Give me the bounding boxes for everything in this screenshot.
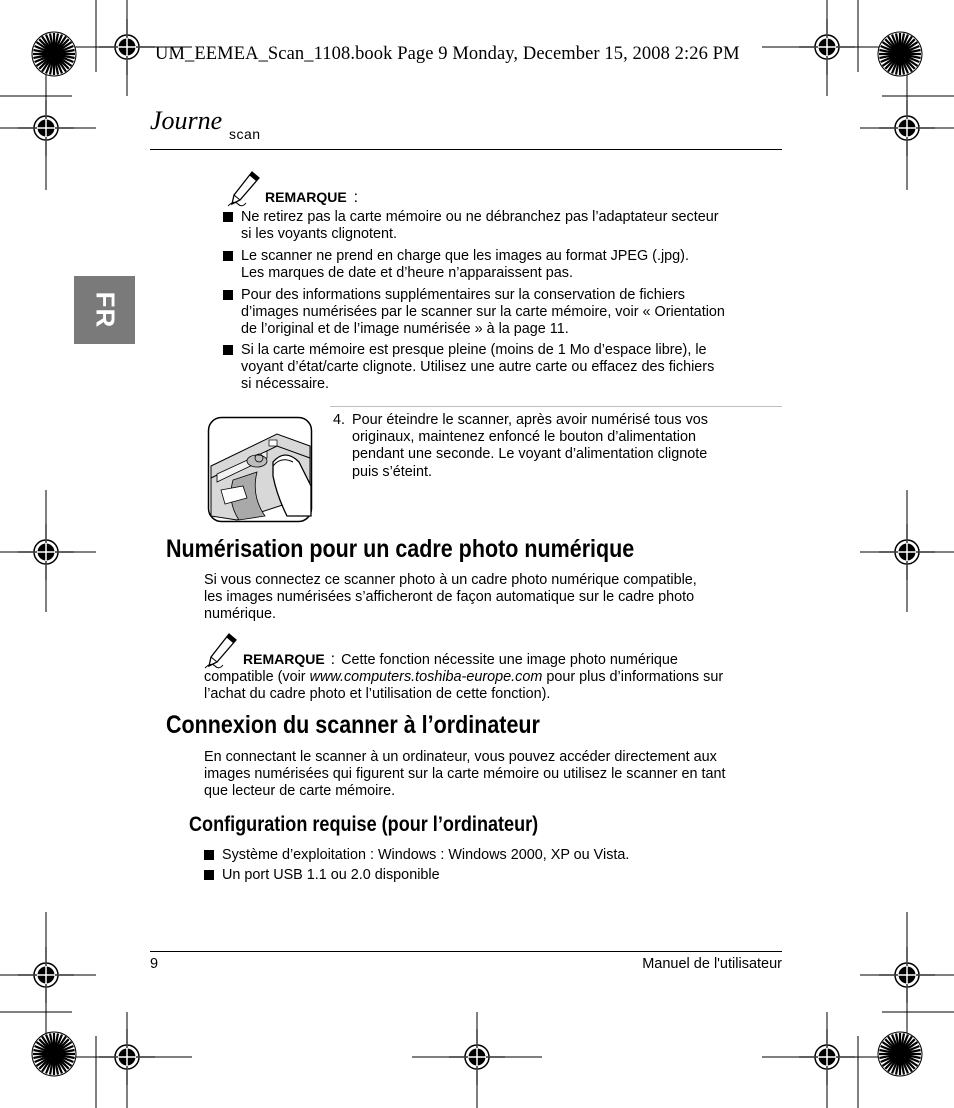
remark-label: REMARQUE — [265, 189, 347, 205]
requirement-usb: Un port USB 1.1 ou 2.0 disponible — [222, 867, 440, 883]
note1-item-2: Le scanner ne prend en charge que les images au format JPEG (.jpg). Les marques de date et d’heure n’apparaissent pas. — [241, 248, 689, 282]
footer-rule — [150, 951, 782, 952]
note1-item-4: Si la carte mémoire est presque pleine (moins de 1 Mo d’espace libre), le voyant d’état/carte clignote. Utilisez une autre carte ou effacez des fichiers si nécessaire. — [241, 342, 715, 393]
pencil-icon — [226, 170, 262, 208]
remark-label: REMARQUE — [243, 651, 325, 667]
bullet-square — [204, 870, 214, 880]
note1-item-3: Pour des informations supplémentaires sur la conservation de fichiers d’images numérisées par le scanner sur la carte mémoire, voir « Orientation de l’original et de l’image numérisée » à la page 11. — [241, 287, 725, 338]
note1-item-1: Ne retirez pas la carte mémoire ou ne débranchez pas l’adaptateur secteur si les voyants clignotent. — [241, 209, 719, 243]
journe-logo-scan: scan — [229, 126, 261, 142]
scanner-power-button-illustration — [207, 416, 313, 524]
language-tab-label: FR — [90, 291, 120, 329]
bullet-square — [204, 850, 214, 860]
section2-paragraph: En connectant le scanner à un ordinateur, vous pouvez accéder directement aux images numérisées qui figurent sur la carte mémoire ou utilisez le scanner en tant que lecteur de carte mémoire. — [204, 749, 726, 800]
bullet-square — [223, 251, 233, 261]
book-slug-line: UM_EEMEA_Scan_1108.book Page 9 Monday, December 15, 2008 2:26 PM — [155, 44, 740, 64]
bullet-square — [223, 212, 233, 222]
header-rule — [150, 149, 782, 150]
section1-note: REMARQUE : Cette fonction nécessite une image photo numérique compatible (voir www.computers.toshiba-europe.com pour plus d’informations sur l’achat du cadre photo et l’utilisation de cette fonction). — [204, 651, 724, 703]
language-tab — [74, 276, 135, 344]
note1-heading: REMARQUE : — [265, 189, 359, 206]
step-4-text: Pour éteindre le scanner, après avoir numérisé tous vos originaux, maintenez enfoncé le bouton d’alimentation pendant une seconde. Le voyant d’alimentation clignote puis s’éteint. — [352, 412, 708, 480]
subheading-configuration: Configuration requise (pour l’ordinateur) — [189, 813, 539, 836]
heading-connexion-ordinateur: Connexion du scanner à l’ordinateur — [166, 711, 540, 739]
requirement-os: Système d’exploitation : Windows : Windows 2000, XP ou Vista. — [222, 847, 630, 863]
manual-title: Manuel de l'utilisateur — [642, 956, 782, 972]
page-number: 9 — [150, 956, 159, 972]
bullet-square — [223, 345, 233, 355]
section1-paragraph: Si vous connectez ce scanner photo à un cadre photo numérique compatible, les images numérisées s’afficheront de façon automatique sur le cadre photo numérique. — [204, 572, 697, 623]
journe-logo-script: Journe — [150, 106, 223, 135]
toshiba-url: www.computers.toshiba-europe.com — [309, 669, 543, 686]
step-4-number: 4. — [333, 412, 346, 428]
bullet-square — [223, 290, 233, 300]
step-divider — [330, 406, 782, 407]
heading-cadre-photo: Numérisation pour un cadre photo numérique — [166, 535, 635, 563]
